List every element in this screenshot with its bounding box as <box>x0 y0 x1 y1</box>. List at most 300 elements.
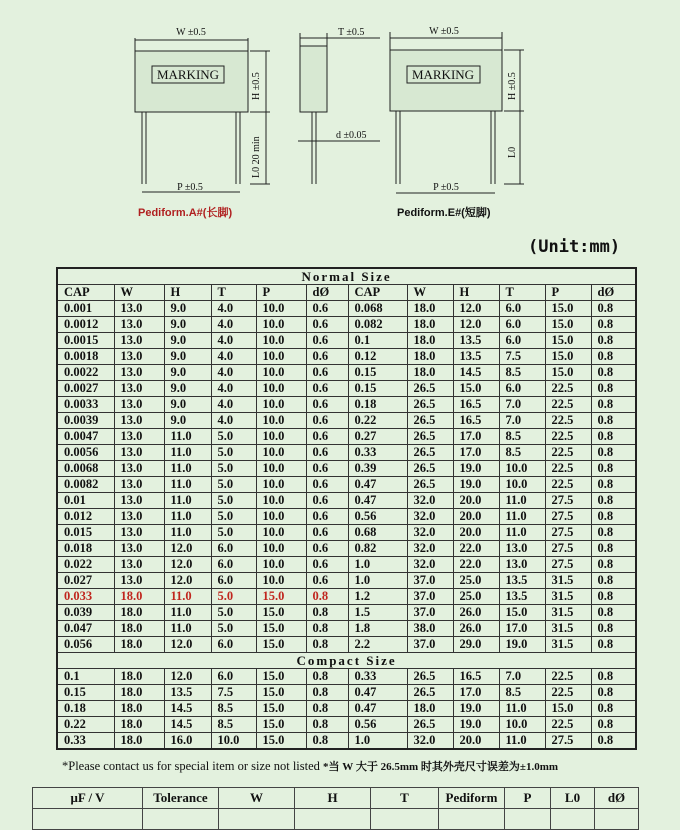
table-cell: 10.0 <box>256 333 306 349</box>
table-cell: 0.6 <box>306 525 348 541</box>
table-cell <box>505 809 551 830</box>
table-row <box>57 605 636 621</box>
table-cell: 15.0 <box>256 637 306 653</box>
table-cell: 11.0 <box>499 493 545 509</box>
table-cell: 0.015 <box>57 525 114 541</box>
table-cell: 0.8 <box>306 589 348 605</box>
table-cell: 9.0 <box>164 365 211 381</box>
table-row <box>57 477 636 493</box>
table-cell: 7.0 <box>499 413 545 429</box>
table-row <box>57 381 636 397</box>
table-cell: 26.5 <box>407 397 453 413</box>
table-cell: 0.56 <box>348 717 407 733</box>
table-cell: 10.0 <box>499 477 545 493</box>
table-cell: P <box>545 285 591 301</box>
table-cell: 27.5 <box>545 509 591 525</box>
table-cell: 0.8 <box>591 413 636 429</box>
table-cell: 13.0 <box>114 477 164 493</box>
table-cell: 0.8 <box>591 573 636 589</box>
table-cell: 0.15 <box>57 685 114 701</box>
table-cell: 13.0 <box>114 509 164 525</box>
table-cell: 13.0 <box>114 317 164 333</box>
table-cell: 32.0 <box>407 733 453 750</box>
dim-l-e: L0 <box>507 146 518 158</box>
table-cell: 1.0 <box>348 733 407 750</box>
table-cell: 0.8 <box>591 365 636 381</box>
table-cell: 11.0 <box>164 525 211 541</box>
table-cell: 0.6 <box>306 413 348 429</box>
section-title: Normal Size <box>57 268 636 285</box>
table-cell: 13.0 <box>114 301 164 317</box>
order-table-header <box>33 788 639 809</box>
column-header: μF / V <box>33 788 143 809</box>
table-cell: 8.5 <box>499 445 545 461</box>
table-row <box>57 413 636 429</box>
drawing-pediform-e <box>390 26 524 193</box>
table-cell: 13.5 <box>499 573 545 589</box>
table-cell: dØ <box>306 285 348 301</box>
table-cell: 0.8 <box>591 669 636 685</box>
table-cell: 31.5 <box>545 621 591 637</box>
table-cell: 0.6 <box>306 557 348 573</box>
table-cell: 0.22 <box>57 717 114 733</box>
table-cell: 0.6 <box>306 301 348 317</box>
table-cell: 12.0 <box>164 541 211 557</box>
table-cell <box>219 809 295 830</box>
table-cell: 11.0 <box>164 477 211 493</box>
table-cell: 38.0 <box>407 621 453 637</box>
table-cell: 0.6 <box>306 493 348 509</box>
table-cell: 15.0 <box>545 317 591 333</box>
table-cell: 10.0 <box>256 413 306 429</box>
drawing-side-view <box>298 27 380 184</box>
table-cell: 18.0 <box>114 589 164 605</box>
table-cell: T <box>211 285 256 301</box>
table-cell: 0.0022 <box>57 365 114 381</box>
table-cell: 5.0 <box>211 589 256 605</box>
table-cell: 0.8 <box>591 589 636 605</box>
table-cell: 18.0 <box>114 605 164 621</box>
table-cell: 0.33 <box>348 669 407 685</box>
table-cell: 15.0 <box>256 621 306 637</box>
table-cell: 0.47 <box>348 477 407 493</box>
table-cell: 13.0 <box>114 381 164 397</box>
caption-pediform-a: Pediform.A#(长脚) <box>138 207 233 219</box>
table-cell: 20.0 <box>453 733 499 750</box>
table-cell: 0.8 <box>591 333 636 349</box>
table-cell: 13.5 <box>499 589 545 605</box>
table-cell: 26.5 <box>407 477 453 493</box>
table-cell: 4.0 <box>211 413 256 429</box>
table-cell: 9.0 <box>164 317 211 333</box>
table-cell: 0.47 <box>348 685 407 701</box>
table-cell: 32.0 <box>407 509 453 525</box>
table-cell: 22.5 <box>545 685 591 701</box>
section-title: Compact Size <box>57 653 636 669</box>
table-cell: 0.6 <box>306 573 348 589</box>
table-cell: 6.0 <box>211 557 256 573</box>
table-cell: 0.8 <box>591 701 636 717</box>
table-cell: 0.068 <box>348 301 407 317</box>
table-cell: 11.0 <box>164 621 211 637</box>
dim-d: d ±0.05 <box>336 130 367 141</box>
table-cell: 4.0 <box>211 365 256 381</box>
table-cell: 37.0 <box>407 637 453 653</box>
table-cell: 0.33 <box>57 733 114 750</box>
table-cell: 0.8 <box>591 733 636 750</box>
table-cell: 10.0 <box>256 445 306 461</box>
table-cell: 1.5 <box>348 605 407 621</box>
table-cell: 10.0 <box>256 461 306 477</box>
table-cell: 5.0 <box>211 493 256 509</box>
table-cell: 0.8 <box>591 381 636 397</box>
table-cell: 20.0 <box>453 525 499 541</box>
table-cell: 10.0 <box>256 429 306 445</box>
table-cell: 1.0 <box>348 573 407 589</box>
table-cell: 13.5 <box>453 333 499 349</box>
table-cell: 18.0 <box>407 333 453 349</box>
table-cell: 10.0 <box>256 365 306 381</box>
table-cell: 0.8 <box>306 733 348 750</box>
dim-w-e: W ±0.5 <box>429 26 459 37</box>
table-cell: 12.0 <box>164 557 211 573</box>
table-cell: 0.56 <box>348 509 407 525</box>
table-cell: 13.0 <box>114 525 164 541</box>
table-cell: 10.0 <box>256 525 306 541</box>
table-row <box>57 317 636 333</box>
table-cell: 26.5 <box>407 717 453 733</box>
table-cell: 13.0 <box>114 573 164 589</box>
table-cell: 9.0 <box>164 413 211 429</box>
table-cell: 26.5 <box>407 685 453 701</box>
table-cell: 0.6 <box>306 333 348 349</box>
marking-label-a: MARKING <box>156 67 220 82</box>
order-table <box>32 787 639 830</box>
column-header: Pediform <box>439 788 505 809</box>
dim-w-a: W ±0.5 <box>176 27 206 38</box>
table-row <box>57 445 636 461</box>
column-header: L0 <box>551 788 595 809</box>
table-cell: 22.5 <box>545 381 591 397</box>
table-cell: 13.0 <box>114 397 164 413</box>
table-cell: CAP <box>348 285 407 301</box>
table-cell <box>551 809 595 830</box>
table-cell: 4.0 <box>211 301 256 317</box>
table-cell: 22.5 <box>545 669 591 685</box>
table-cell: 27.5 <box>545 525 591 541</box>
table-cell: 29.0 <box>453 637 499 653</box>
table-cell: 0.8 <box>306 717 348 733</box>
table-cell: 0.6 <box>306 397 348 413</box>
table-row <box>57 493 636 509</box>
table-cell: 0.027 <box>57 573 114 589</box>
table-cell: 5.0 <box>211 445 256 461</box>
table-cell: 11.0 <box>164 445 211 461</box>
table-cell: 10.0 <box>499 461 545 477</box>
unit-label: (Unit:mm) <box>528 237 621 257</box>
table-cell: 0.018 <box>57 541 114 557</box>
table-cell: 0.0056 <box>57 445 114 461</box>
table-cell: 15.0 <box>545 365 591 381</box>
table-cell: 10.0 <box>256 493 306 509</box>
table-cell: 18.0 <box>114 701 164 717</box>
dimension-drawings <box>0 0 680 230</box>
table-cell: 26.5 <box>407 413 453 429</box>
table-cell: 31.5 <box>545 637 591 653</box>
table-cell: 13.5 <box>453 349 499 365</box>
table-cell: 17.0 <box>453 445 499 461</box>
table-cell: 0.082 <box>348 317 407 333</box>
table-cell: 0.6 <box>306 365 348 381</box>
table-cell: 14.5 <box>453 365 499 381</box>
table-cell: 0.8 <box>306 621 348 637</box>
table-row <box>57 429 636 445</box>
table-cell: 0.8 <box>591 461 636 477</box>
table-cell: 0.039 <box>57 605 114 621</box>
table-cell: 17.0 <box>453 685 499 701</box>
table-cell: 15.0 <box>256 589 306 605</box>
table-cell <box>371 809 439 830</box>
table-cell: 8.5 <box>499 685 545 701</box>
table-cell: 15.0 <box>256 685 306 701</box>
table-cell: 15.0 <box>545 301 591 317</box>
table-cell: 13.0 <box>114 349 164 365</box>
table-cell: 7.0 <box>499 669 545 685</box>
table-row <box>57 461 636 477</box>
table-cell: 0.001 <box>57 301 114 317</box>
table-cell: 16.5 <box>453 413 499 429</box>
table-row <box>57 573 636 589</box>
table-cell: 18.0 <box>114 637 164 653</box>
table-cell: 8.5 <box>211 717 256 733</box>
table-cell: 8.5 <box>499 429 545 445</box>
table-cell: W <box>407 285 453 301</box>
table-row <box>57 557 636 573</box>
table-cell: 20.0 <box>453 509 499 525</box>
table-cell: 0.47 <box>348 701 407 717</box>
table-cell: 25.0 <box>453 573 499 589</box>
table-cell: 11.0 <box>164 493 211 509</box>
table-cell: 6.0 <box>499 317 545 333</box>
table-cell: 6.0 <box>211 573 256 589</box>
table-cell: 31.5 <box>545 605 591 621</box>
table-cell: 0.8 <box>591 637 636 653</box>
table-cell: 0.6 <box>306 445 348 461</box>
table-cell: 37.0 <box>407 589 453 605</box>
table-cell: 22.0 <box>453 541 499 557</box>
table-cell: 10.0 <box>256 541 306 557</box>
table-cell: CAP <box>57 285 114 301</box>
table-cell: 7.5 <box>211 685 256 701</box>
table-cell: 11.0 <box>164 461 211 477</box>
table-row <box>57 717 636 733</box>
table-cell: 27.5 <box>545 493 591 509</box>
table-cell: 11.0 <box>164 429 211 445</box>
table-cell: 18.0 <box>114 733 164 750</box>
table-cell: 9.0 <box>164 333 211 349</box>
table-cell: 0.8 <box>306 605 348 621</box>
table-cell: 4.0 <box>211 333 256 349</box>
table-cell: 0.8 <box>591 445 636 461</box>
table-cell: 5.0 <box>211 525 256 541</box>
table-cell: 5.0 <box>211 621 256 637</box>
table-cell <box>595 809 639 830</box>
table-cell: 18.0 <box>114 685 164 701</box>
table-row <box>57 621 636 637</box>
table-cell: 26.5 <box>407 461 453 477</box>
table-cell: 0.0033 <box>57 397 114 413</box>
table-cell: 0.39 <box>348 461 407 477</box>
table-cell: 0.8 <box>306 669 348 685</box>
table-cell: 27.5 <box>545 541 591 557</box>
table-cell: 0.68 <box>348 525 407 541</box>
table-cell: 18.0 <box>407 317 453 333</box>
table-cell: 13.0 <box>114 413 164 429</box>
table-cell: 16.5 <box>453 669 499 685</box>
table-cell: 13.0 <box>114 461 164 477</box>
table-cell: 0.6 <box>306 317 348 333</box>
table-cell: 0.0068 <box>57 461 114 477</box>
table-cell: 9.0 <box>164 349 211 365</box>
table-cell: 7.0 <box>499 397 545 413</box>
table-cell: H <box>453 285 499 301</box>
table-row <box>57 701 636 717</box>
table-cell: 11.0 <box>164 509 211 525</box>
table-cell: 0.8 <box>591 477 636 493</box>
table-cell: 22.5 <box>545 461 591 477</box>
column-header: W <box>219 788 295 809</box>
table-cell: 19.0 <box>453 477 499 493</box>
table-cell: 14.5 <box>164 717 211 733</box>
table-cell: 18.0 <box>407 701 453 717</box>
table-cell: 0.6 <box>306 381 348 397</box>
table-cell: 10.0 <box>256 397 306 413</box>
table-cell: 0.0018 <box>57 349 114 365</box>
table-cell: 0.15 <box>348 365 407 381</box>
table-cell: 4.0 <box>211 317 256 333</box>
table-cell: 0.8 <box>591 605 636 621</box>
table-cell: 0.1 <box>57 669 114 685</box>
table-cell: 14.5 <box>164 701 211 717</box>
table-cell: 8.5 <box>499 365 545 381</box>
table-cell: 6.0 <box>499 301 545 317</box>
order-table-row <box>33 809 639 830</box>
table-cell: 5.0 <box>211 605 256 621</box>
table-cell: 19.0 <box>453 701 499 717</box>
table-cell: 13.0 <box>114 493 164 509</box>
table-cell: 0.8 <box>591 509 636 525</box>
table-cell: 10.0 <box>256 557 306 573</box>
table-cell: 27.5 <box>545 733 591 750</box>
table-cell: 11.0 <box>499 733 545 750</box>
table-cell: 19.0 <box>453 461 499 477</box>
table-cell: 22.5 <box>545 429 591 445</box>
table-cell: 0.1 <box>348 333 407 349</box>
table-cell: 0.8 <box>591 493 636 509</box>
table-cell: 0.6 <box>306 461 348 477</box>
size-table <box>56 267 637 750</box>
table-cell: 0.8 <box>591 685 636 701</box>
table-cell: 0.8 <box>306 637 348 653</box>
table-cell: 0.8 <box>591 525 636 541</box>
table-cell: 22.5 <box>545 413 591 429</box>
dim-h-e: H ±0.5 <box>507 72 518 100</box>
table-cell: 8.5 <box>211 701 256 717</box>
table-cell: 26.5 <box>407 429 453 445</box>
table-cell: 15.0 <box>545 349 591 365</box>
table-cell: 10.0 <box>256 349 306 365</box>
table-cell: 26.5 <box>407 669 453 685</box>
table-cell: 5.0 <box>211 461 256 477</box>
table-cell: 18.0 <box>114 717 164 733</box>
column-header: Tolerance <box>143 788 219 809</box>
table-cell: 15.0 <box>256 701 306 717</box>
table-cell: 15.0 <box>545 333 591 349</box>
table-cell: 12.0 <box>164 573 211 589</box>
table-cell: 13.0 <box>114 445 164 461</box>
table-cell: 6.0 <box>499 381 545 397</box>
column-header: dØ <box>595 788 639 809</box>
table-cell: 22.5 <box>545 717 591 733</box>
table-cell: 16.0 <box>164 733 211 750</box>
table-cell: 0.8 <box>591 717 636 733</box>
table-cell: 18.0 <box>114 621 164 637</box>
caption-pediform-e: Pediform.E#(短脚) <box>397 207 491 219</box>
table-cell: 0.8 <box>591 301 636 317</box>
drawing-pediform-a <box>135 27 270 193</box>
table-cell: 0.18 <box>348 397 407 413</box>
table-cell: 10.0 <box>256 301 306 317</box>
table-cell: 26.5 <box>407 381 453 397</box>
table-cell: 0.8 <box>591 557 636 573</box>
table-cell: 37.0 <box>407 605 453 621</box>
table-cell: 0.12 <box>348 349 407 365</box>
table-cell: P <box>256 285 306 301</box>
table-cell: 13.0 <box>114 541 164 557</box>
table-cell: 1.2 <box>348 589 407 605</box>
table-row <box>57 349 636 365</box>
table-cell: 5.0 <box>211 509 256 525</box>
dim-p-a: P ±0.5 <box>177 182 203 193</box>
table-cell: 0.82 <box>348 541 407 557</box>
table-cell: 0.8 <box>591 349 636 365</box>
table-cell: 22.5 <box>545 477 591 493</box>
table-cell: 16.5 <box>453 397 499 413</box>
table-cell: 1.0 <box>348 557 407 573</box>
table-cell: 11.0 <box>164 605 211 621</box>
table-cell: 5.0 <box>211 477 256 493</box>
table-cell: 32.0 <box>407 493 453 509</box>
table-row <box>57 397 636 413</box>
table-cell: 17.0 <box>499 621 545 637</box>
table-row <box>57 541 636 557</box>
table-row <box>57 589 636 605</box>
table-cell: 10.0 <box>499 717 545 733</box>
table-row <box>57 733 636 750</box>
table-cell: 0.6 <box>306 429 348 445</box>
table-cell: 31.5 <box>545 589 591 605</box>
table-cell: 13.0 <box>114 365 164 381</box>
dim-h-a: H ±0.5 <box>251 72 262 100</box>
table-cell: 32.0 <box>407 525 453 541</box>
table-cell: T <box>499 285 545 301</box>
table-cell: 32.0 <box>407 541 453 557</box>
table-cell: 15.0 <box>453 381 499 397</box>
table-cell: 0.27 <box>348 429 407 445</box>
table-cell: 15.0 <box>499 605 545 621</box>
table-cell: W <box>114 285 164 301</box>
table-cell: 12.0 <box>164 637 211 653</box>
